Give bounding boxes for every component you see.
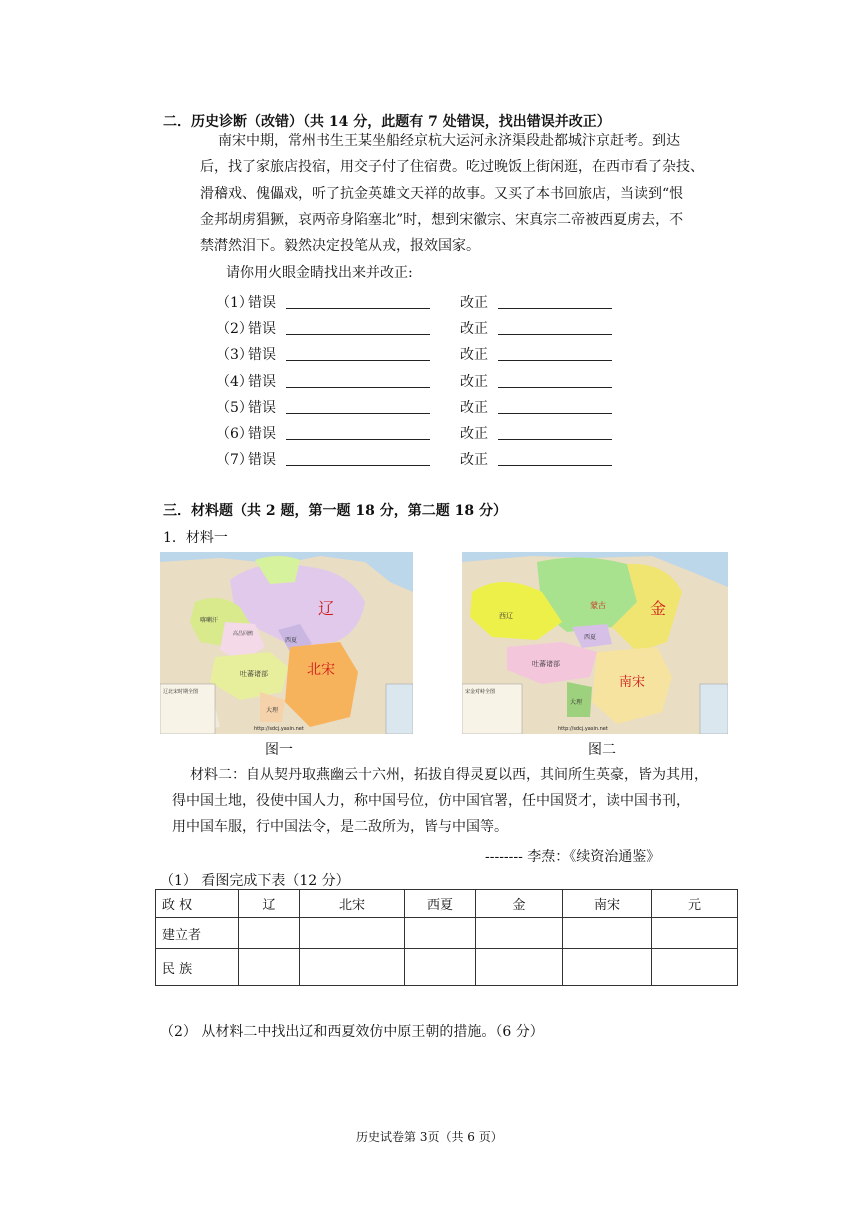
material1-label: 1．材料一 <box>163 530 228 546</box>
svg-text:大理: 大理 <box>266 707 279 714</box>
error-label: 错误 <box>248 295 276 311</box>
correction-label: 改正 <box>460 347 488 364</box>
section2-line-5: 禁潸然泪下。毅然决定投笔从戎，报效国家。 <box>200 238 480 254</box>
map1-mark-liao <box>318 599 334 618</box>
map2-mark-jin <box>650 599 666 618</box>
correction-answer-blank[interactable] <box>498 373 612 388</box>
correction-answer-blank[interactable] <box>498 399 612 414</box>
map1-mark-song <box>307 662 335 678</box>
error-answer-blank[interactable] <box>286 425 430 440</box>
map2-caption: 图二 <box>588 742 616 758</box>
table-cell[interactable] <box>239 949 300 986</box>
table-cell[interactable] <box>476 918 563 949</box>
correction-label: 改正 <box>460 321 488 338</box>
material2-source: -------- 李焘：《续资治通鉴》 <box>485 849 661 865</box>
error-answer-blank[interactable] <box>286 320 430 335</box>
map2-mark-url <box>558 726 608 732</box>
svg-text:南宋: 南宋 <box>619 675 646 690</box>
error-row-number: （7） <box>216 452 253 469</box>
section2-prompt: 请你用火眼金睛找出来并改正: <box>226 265 413 281</box>
map1-mark-gaochang <box>233 630 253 637</box>
svg-text:大理: 大理 <box>570 699 583 706</box>
section2-line-3: 滑稽戏、傀儡戏，听了抗金英雄文天祥的故事。又买了本书回旅店，当读到“恨 <box>200 186 684 202</box>
correction-answer-blank[interactable] <box>498 451 612 466</box>
table-header-cell: 政 权 <box>156 890 239 918</box>
map2-mark-menggu <box>590 600 606 610</box>
svg-text:辽: 辽 <box>318 599 335 618</box>
map1-mark-url <box>254 726 304 732</box>
correction-label: 改正 <box>460 399 488 416</box>
correction-answer-blank[interactable] <box>498 320 612 335</box>
map2-mark-xixia <box>584 633 596 641</box>
error-row-number: （6） <box>216 426 253 442</box>
error-label: 错误 <box>248 373 276 390</box>
map1-caption: 图一 <box>265 742 293 758</box>
error-answer-blank[interactable] <box>286 399 430 414</box>
error-row-number: （3） <box>216 347 253 364</box>
section2-title: 二．历史诊断（改错）（共 14 分，此题有 7 处错误，找出错误并改正） <box>163 114 611 130</box>
svg-text:金: 金 <box>650 599 667 618</box>
table-cell[interactable] <box>405 918 476 949</box>
correction-label: 改正 <box>460 426 488 442</box>
map-song-jin <box>462 552 728 734</box>
correction-answer-blank[interactable] <box>498 346 612 361</box>
material2-line-3: 用中国车服，行中国法令，是二敌所为，皆与中国等。 <box>172 819 508 835</box>
table-header-cell: 金 <box>476 890 563 918</box>
table-row-label: 民 族 <box>156 949 239 986</box>
error-row <box>216 423 636 445</box>
error-row <box>216 397 636 419</box>
error-answer-blank[interactable] <box>286 294 430 309</box>
page-footer: 历史试卷第 3页（共 6 页） <box>356 1130 503 1144</box>
svg-text:http://sdcj.yasin.net: http://sdcj.yasin.net <box>254 726 304 732</box>
error-answer-blank[interactable] <box>286 373 430 388</box>
table-cell[interactable] <box>405 949 476 986</box>
error-answer-blank[interactable] <box>286 451 430 466</box>
map2-mark-nansong <box>619 674 645 690</box>
error-row-number: （2） <box>216 321 253 338</box>
svg-text:喀喇汗: 喀喇汗 <box>200 617 219 624</box>
map2-mark-xiliao <box>499 612 513 620</box>
table-header-cell: 元 <box>652 890 738 918</box>
error-row-number: （1） <box>216 295 253 311</box>
error-row <box>216 371 636 393</box>
svg-text:宋金对峙全图: 宋金对峙全图 <box>465 689 496 695</box>
svg-text:蒙古: 蒙古 <box>590 601 606 610</box>
error-row <box>216 449 636 471</box>
material2-line-2: 得中国土地，役使中国人力，称中国号位，仿中国官署，任中国贤才，读中国书刊， <box>172 793 690 809</box>
error-row <box>216 292 636 314</box>
material2-line-1: 材料二：自从契丹取燕幽云十六州，拓拔自得灵夏以西，其间所生英豪，皆为其用， <box>190 767 708 783</box>
svg-text:西夏: 西夏 <box>584 634 597 641</box>
section2-line-2: 后，找了家旅店投宿，用交子付了住宿费。吃过晚饭上街闲逛，在西市看了杂技、 <box>200 159 704 175</box>
map1-mark-dali <box>266 706 278 714</box>
correction-label: 改正 <box>460 295 488 311</box>
question2-sub: （2） 从材料二中找出辽和西夏效仿中原王朝的措施。（6 分） <box>160 1024 544 1040</box>
error-label: 错误 <box>248 426 276 442</box>
table-row <box>156 918 738 949</box>
map1-mark-legend <box>163 688 198 695</box>
error-answer-blank[interactable] <box>286 346 430 361</box>
question1-sub: （1） 看图完成下表（12 分） <box>160 873 350 889</box>
map2-mark-dali <box>570 698 582 706</box>
table-header-cell: 北宋 <box>300 890 405 918</box>
table-cell[interactable] <box>563 918 652 949</box>
svg-text:http://sdcj.yasin.net: http://sdcj.yasin.net <box>558 726 608 732</box>
table-row <box>156 949 738 986</box>
correction-label: 改正 <box>460 452 488 469</box>
table-header-cell: 西夏 <box>405 890 476 918</box>
table-cell[interactable] <box>652 949 738 986</box>
table-cell[interactable] <box>239 918 300 949</box>
table-header-row <box>156 890 738 918</box>
svg-text:西辽: 西辽 <box>499 612 513 620</box>
error-label: 错误 <box>248 452 276 469</box>
error-row <box>216 344 636 366</box>
map2-mark-tubo <box>532 659 560 668</box>
section3-title: 三．材料题（共 2 题，第一题 18 分，第二题 18 分） <box>163 503 507 519</box>
table-header-cell: 南宋 <box>563 890 652 918</box>
table-header-cell: 辽 <box>239 890 300 918</box>
table-cell[interactable] <box>563 949 652 986</box>
section2-line-4: 金邦胡虏猖獗，哀两帝身陷塞北”时，想到宋徽宗、宋真宗二帝被西夏虏去，不 <box>200 212 684 228</box>
section2-line-1: 南宋中期，常州书生王某坐船经京杭大运河永济渠段赴都城汴京赶考。到达 <box>218 133 680 149</box>
table-cell[interactable] <box>300 918 405 949</box>
table-cell[interactable] <box>476 949 563 986</box>
map1-mark-kara <box>200 616 218 624</box>
regime-table <box>155 889 738 986</box>
svg-text:西夏: 西夏 <box>285 637 298 644</box>
correction-answer-blank[interactable] <box>498 294 612 309</box>
svg-text:吐蕃诸部: 吐蕃诸部 <box>240 670 268 678</box>
correction-answer-blank[interactable] <box>498 425 612 440</box>
map2-mark-legend <box>465 688 495 695</box>
correction-label: 改正 <box>460 373 488 390</box>
svg-text:吐蕃诸部: 吐蕃诸部 <box>532 660 560 668</box>
error-row <box>216 318 636 340</box>
error-row-number: （4） <box>216 373 253 390</box>
map1-mark-tubo <box>240 669 268 678</box>
error-label: 错误 <box>248 347 276 364</box>
svg-text:辽北宋时期全图: 辽北宋时期全图 <box>163 689 199 695</box>
error-row-number: （5） <box>216 399 253 416</box>
error-label: 错误 <box>248 321 276 338</box>
table-cell[interactable] <box>300 949 405 986</box>
svg-text:高昌回鹘: 高昌回鹘 <box>233 631 254 637</box>
error-label: 错误 <box>248 399 276 416</box>
table-cell[interactable] <box>652 918 738 949</box>
map1-mark-xixia <box>285 636 297 644</box>
map-liao-song <box>160 552 413 734</box>
svg-text:北宋: 北宋 <box>307 662 335 678</box>
table-row-label: 建立者 <box>156 918 239 949</box>
